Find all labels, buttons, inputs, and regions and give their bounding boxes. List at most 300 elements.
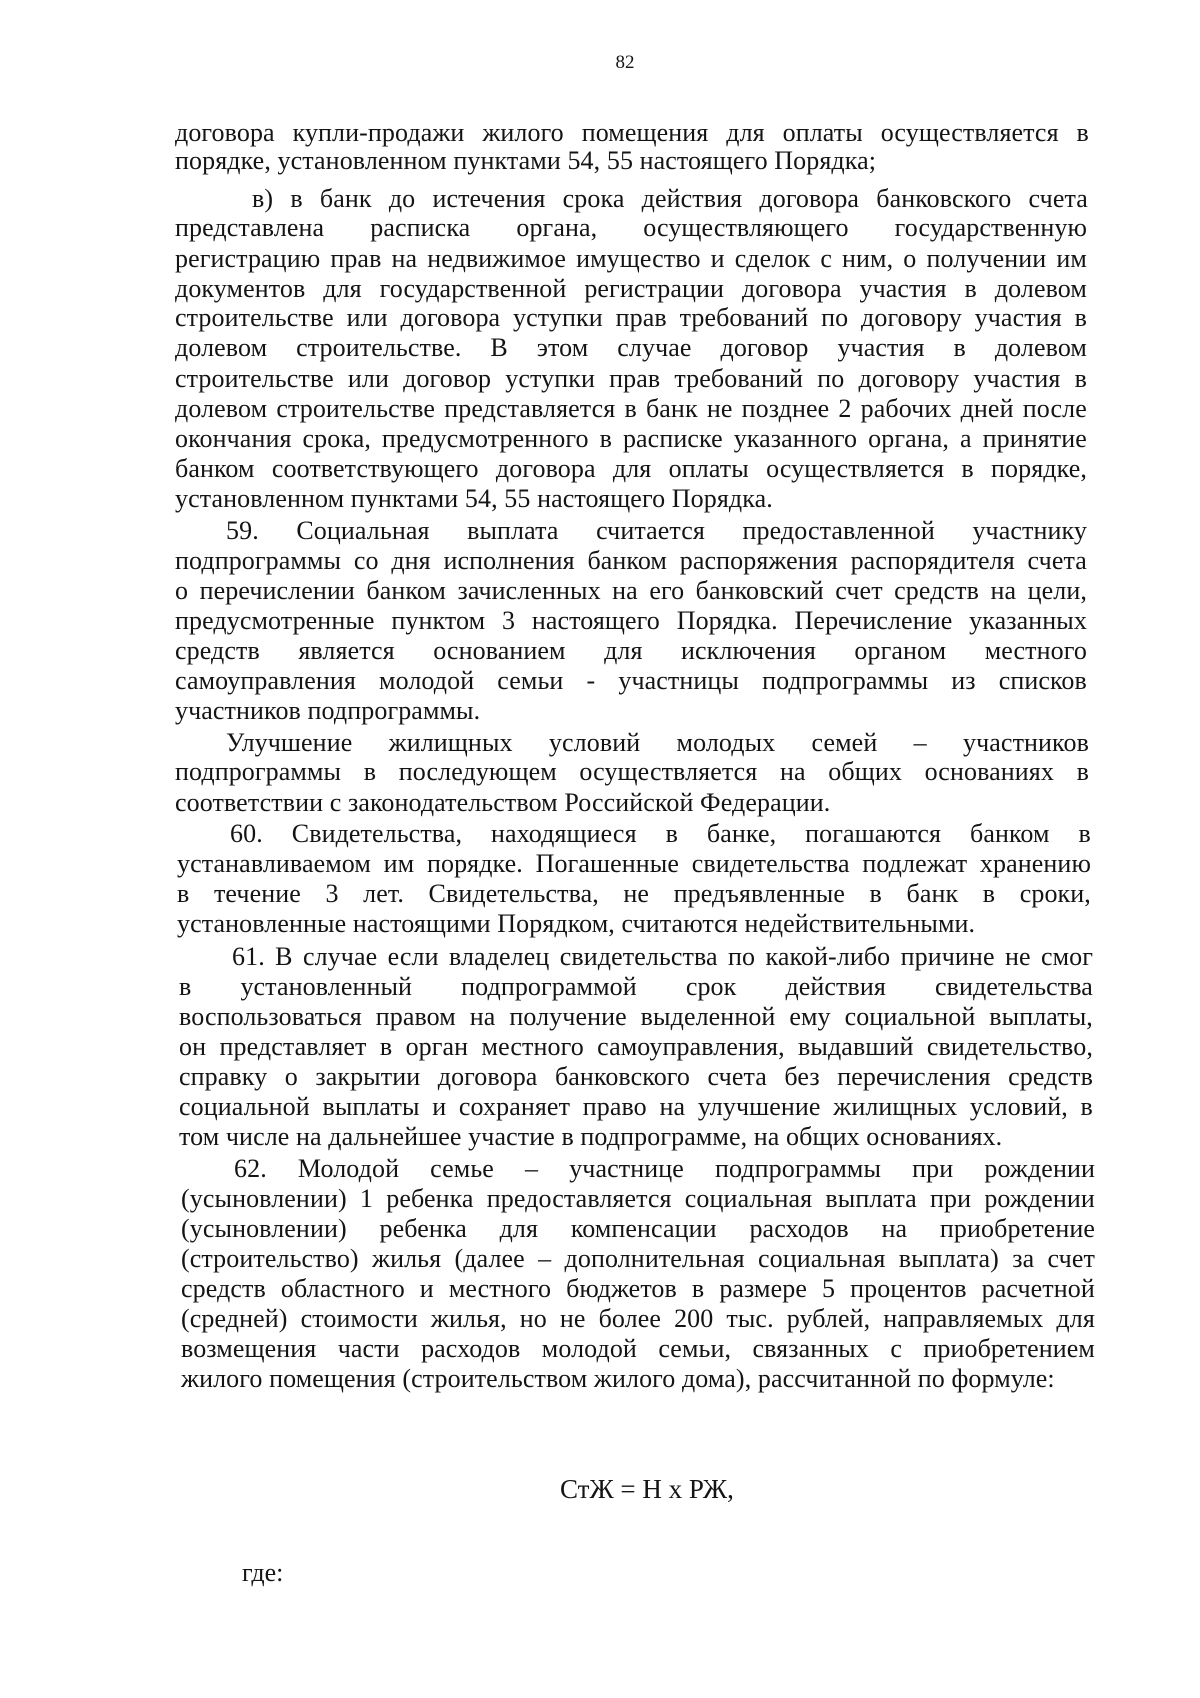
word: семей bbox=[811, 728, 878, 757]
word: срока bbox=[562, 184, 625, 213]
text-line: соответствии с законодательством Российской Федерации. bbox=[175, 788, 831, 817]
word: не bbox=[623, 879, 650, 908]
word: местного bbox=[984, 636, 1087, 665]
word: указанного bbox=[733, 424, 858, 453]
word: направляемых bbox=[883, 1304, 1044, 1333]
word: выдавший bbox=[798, 1032, 914, 1061]
word: распорядителя bbox=[850, 546, 1015, 575]
word: областного bbox=[280, 1274, 405, 1303]
word: сроки, bbox=[1019, 879, 1091, 908]
word: более bbox=[598, 1304, 662, 1333]
word: в bbox=[290, 184, 303, 213]
word: условий, bbox=[969, 1092, 1068, 1121]
text-line bbox=[175, 394, 1087, 424]
word: по bbox=[728, 942, 756, 971]
word: настоящего bbox=[531, 606, 660, 635]
word: воспользоваться bbox=[179, 1002, 362, 1031]
word: социальная bbox=[684, 1184, 813, 1213]
text-line bbox=[175, 546, 1087, 576]
word: на bbox=[659, 1092, 686, 1121]
word: смог bbox=[1040, 942, 1093, 971]
word: представляется bbox=[444, 394, 616, 423]
word: причине bbox=[900, 942, 995, 971]
text-line bbox=[226, 516, 1087, 546]
text-line bbox=[181, 1214, 1095, 1244]
word: свидетельства bbox=[691, 849, 850, 878]
word: получение bbox=[509, 1002, 627, 1031]
word: банком bbox=[587, 546, 667, 575]
word: средств bbox=[1008, 1062, 1093, 1091]
word: участия bbox=[973, 364, 1061, 393]
word: и bbox=[419, 1274, 434, 1303]
word: осуществляется bbox=[579, 757, 758, 786]
word: рублей, bbox=[786, 1304, 871, 1333]
word: документов bbox=[175, 274, 306, 303]
word: подлежат bbox=[862, 849, 968, 878]
word: 200 bbox=[674, 1304, 714, 1333]
word: выделенной bbox=[640, 1002, 776, 1031]
word: выплаты bbox=[322, 1092, 420, 1121]
text-line bbox=[232, 942, 1093, 972]
word: дня bbox=[391, 546, 431, 575]
text-line bbox=[179, 1062, 1093, 1092]
word: – bbox=[525, 1154, 539, 1183]
word: 3 bbox=[501, 606, 516, 635]
word: подпрограммой bbox=[461, 972, 637, 1001]
word: (средней) bbox=[181, 1304, 288, 1333]
word: свидетельства bbox=[559, 942, 718, 971]
word: какой-либо bbox=[765, 942, 891, 971]
text-line: порядке, установленном пунктами 54, 55 настоящего Порядка; bbox=[175, 146, 877, 175]
word: средств bbox=[894, 576, 980, 605]
text-line bbox=[175, 333, 1087, 363]
word: при bbox=[929, 1184, 972, 1213]
word: семье bbox=[430, 1154, 494, 1183]
word: в bbox=[953, 333, 966, 362]
text-line bbox=[226, 728, 1089, 758]
word: его bbox=[649, 576, 685, 605]
word: а bbox=[959, 424, 972, 453]
word: за bbox=[1012, 1244, 1035, 1273]
word: Свидетельства, bbox=[291, 819, 463, 848]
word: (усыновлении) bbox=[181, 1214, 347, 1243]
word: В bbox=[490, 333, 508, 362]
word: социальной bbox=[179, 1092, 310, 1121]
word: о bbox=[284, 1062, 298, 1091]
word: осуществляется bbox=[880, 118, 1059, 147]
word: участнице bbox=[569, 1154, 684, 1183]
word: участия bbox=[837, 333, 925, 362]
word: выплата bbox=[825, 1184, 917, 1213]
word: на bbox=[391, 244, 418, 273]
word: истечения bbox=[432, 184, 546, 213]
word: хранению bbox=[979, 849, 1091, 878]
word: 1 bbox=[359, 1184, 374, 1213]
word: с bbox=[890, 1334, 902, 1363]
word: рабочих bbox=[860, 394, 952, 423]
word: не bbox=[706, 394, 733, 423]
text-line: установленном пунктами 54, 55 настоящего Порядка. bbox=[175, 484, 773, 513]
word: банком bbox=[970, 819, 1050, 848]
word: жилого bbox=[482, 118, 564, 147]
text-line bbox=[181, 1184, 1095, 1214]
word: уступки bbox=[505, 364, 596, 393]
word: банковского bbox=[876, 184, 1012, 213]
word: компенсации bbox=[570, 1214, 717, 1243]
word: предоставленной bbox=[742, 516, 935, 545]
text-line bbox=[175, 213, 1087, 243]
word: улучшение bbox=[697, 1092, 821, 1121]
word: распоряжения bbox=[679, 546, 838, 575]
word: осуществляющего bbox=[643, 213, 849, 242]
word: в bbox=[177, 879, 190, 908]
word: самоуправления, bbox=[597, 1032, 785, 1061]
word: помещения bbox=[581, 118, 709, 147]
word: без bbox=[784, 1062, 820, 1091]
word: до bbox=[388, 184, 416, 213]
word: строительстве bbox=[175, 303, 334, 332]
word: в bbox=[964, 274, 977, 303]
word: регистрации bbox=[584, 274, 725, 303]
word: срок bbox=[685, 972, 737, 1001]
word: но bbox=[519, 1304, 547, 1333]
formula: СтЖ = Н х РЖ, bbox=[560, 1474, 734, 1504]
word: счет bbox=[835, 576, 883, 605]
word: банк bbox=[645, 394, 698, 423]
word: им bbox=[1056, 244, 1087, 273]
word: выплата) bbox=[898, 1244, 999, 1273]
word: строительстве bbox=[276, 394, 436, 423]
word: бюджетов bbox=[566, 1274, 677, 1303]
word: со bbox=[353, 546, 379, 575]
text-line bbox=[230, 819, 1091, 849]
word: цели, bbox=[1027, 576, 1087, 605]
text-line bbox=[177, 849, 1091, 879]
word: основаниях bbox=[924, 757, 1054, 786]
word: общих bbox=[828, 757, 902, 786]
word: при bbox=[912, 1154, 954, 1183]
word: не bbox=[559, 1304, 586, 1333]
word: недвижимое bbox=[427, 244, 566, 273]
word: случае bbox=[302, 942, 378, 971]
word: по bbox=[821, 303, 849, 332]
word: предусмотренные bbox=[175, 606, 375, 635]
word: местного bbox=[481, 1032, 584, 1061]
word: Молодой bbox=[297, 1154, 400, 1183]
word: жилья bbox=[372, 1244, 442, 1273]
word: на bbox=[469, 1002, 496, 1031]
word: договора bbox=[741, 274, 842, 303]
text-line bbox=[181, 1274, 1095, 1304]
word: срока, bbox=[302, 424, 371, 453]
word: в bbox=[1078, 819, 1091, 848]
word: в bbox=[1076, 118, 1089, 147]
word: (далее bbox=[454, 1244, 525, 1273]
word: долевом bbox=[175, 394, 268, 423]
word: местного bbox=[448, 1274, 552, 1303]
word: им bbox=[383, 849, 415, 878]
word: строительстве bbox=[175, 364, 334, 393]
word: 3 bbox=[325, 879, 339, 908]
word: прав bbox=[609, 364, 661, 393]
word: связанных bbox=[752, 1334, 869, 1363]
word: Перечисление bbox=[794, 606, 953, 635]
word: уступки bbox=[513, 303, 603, 332]
word: долевом bbox=[994, 274, 1087, 303]
word: в bbox=[379, 1032, 393, 1061]
word: договору bbox=[858, 364, 960, 393]
word: из bbox=[951, 666, 976, 695]
word: 2 bbox=[838, 394, 852, 423]
word: ему bbox=[789, 1002, 831, 1031]
word: государственную bbox=[894, 213, 1087, 242]
word: сделок bbox=[734, 244, 811, 273]
word: представляет bbox=[219, 1032, 367, 1061]
word: участников bbox=[963, 728, 1089, 757]
word: органом bbox=[854, 636, 947, 665]
word: орган bbox=[405, 1032, 469, 1061]
word: в bbox=[1080, 1092, 1093, 1121]
word: порядке, bbox=[991, 454, 1087, 483]
word: он bbox=[179, 1032, 207, 1061]
word: требований bbox=[674, 364, 804, 393]
word: требований bbox=[679, 303, 809, 332]
word: возмещения bbox=[181, 1334, 317, 1363]
word: действия bbox=[785, 972, 886, 1001]
word: исполнения bbox=[443, 546, 575, 575]
word: закрытии bbox=[315, 1062, 421, 1091]
word: органа, bbox=[868, 424, 949, 453]
word: участнику bbox=[972, 516, 1087, 545]
word: приобретением bbox=[923, 1334, 1095, 1363]
word: правом bbox=[375, 1002, 456, 1031]
word: – bbox=[538, 1244, 552, 1273]
word: установленный bbox=[240, 972, 413, 1001]
text-line bbox=[175, 454, 1087, 484]
word: договора bbox=[175, 118, 275, 147]
word: последующем bbox=[398, 757, 557, 786]
word: течение bbox=[213, 879, 301, 908]
text-line bbox=[177, 879, 1091, 909]
word: для bbox=[1056, 1304, 1095, 1333]
word: банком bbox=[175, 454, 255, 483]
word: устанавливаемом bbox=[177, 849, 371, 878]
word: в bbox=[624, 394, 637, 423]
word: семьи, bbox=[658, 1334, 732, 1363]
word: предоставляется bbox=[486, 1184, 672, 1213]
word: молодой bbox=[379, 666, 475, 695]
word: оплаты bbox=[782, 118, 863, 147]
word: в bbox=[665, 819, 678, 848]
word: долевом bbox=[994, 333, 1087, 362]
word: оплаты bbox=[668, 454, 749, 483]
text-line: жилого помещения (строительством жилого дома), рассчитанной по формуле: bbox=[181, 1364, 1055, 1393]
word: стоимости bbox=[300, 1304, 418, 1333]
text-line bbox=[175, 666, 1087, 696]
word: банке, bbox=[706, 819, 777, 848]
word: пунктом bbox=[391, 606, 486, 635]
word: органа, bbox=[516, 213, 598, 242]
page-number: 82 bbox=[615, 52, 635, 73]
word: договора bbox=[400, 303, 501, 332]
word: находящиеся bbox=[491, 819, 637, 848]
word: позднее bbox=[741, 394, 830, 423]
word: Социальная bbox=[296, 516, 430, 545]
word: прав bbox=[330, 244, 382, 273]
word: или bbox=[346, 303, 388, 332]
word: о bbox=[903, 244, 917, 273]
word: зачисленных bbox=[457, 576, 601, 605]
word: перечислении bbox=[199, 576, 355, 605]
word: (строительство) bbox=[181, 1244, 359, 1273]
word: приобретение bbox=[939, 1214, 1095, 1243]
word: свидетельство, bbox=[926, 1032, 1093, 1061]
word: договор bbox=[403, 364, 492, 393]
word: свидетельства bbox=[935, 972, 1093, 1001]
text-line bbox=[179, 1092, 1093, 1122]
text-line bbox=[179, 1032, 1093, 1062]
word: договору bbox=[861, 303, 962, 332]
word: о bbox=[175, 576, 189, 605]
word: владелец bbox=[448, 942, 550, 971]
word: для bbox=[323, 274, 362, 303]
word: основанием bbox=[433, 636, 566, 665]
text-line bbox=[175, 244, 1087, 274]
word: в) bbox=[252, 184, 274, 213]
word: сохраняет bbox=[458, 1092, 571, 1121]
word: купли-продажи bbox=[292, 118, 465, 147]
word: Свидетельства, bbox=[428, 879, 599, 908]
word: в bbox=[691, 1274, 705, 1303]
word: после bbox=[1022, 394, 1087, 423]
word: по bbox=[817, 364, 845, 393]
word: расчетной bbox=[981, 1274, 1095, 1303]
word: размере bbox=[719, 1274, 807, 1303]
text-line bbox=[175, 118, 1089, 148]
word: для bbox=[604, 636, 643, 665]
text-line bbox=[175, 757, 1089, 787]
word: договора bbox=[437, 1062, 538, 1091]
text-line bbox=[175, 274, 1087, 304]
word: если bbox=[387, 942, 439, 971]
word: жилищных bbox=[388, 728, 513, 757]
word: регистрацию bbox=[175, 244, 321, 273]
word: строительстве. bbox=[296, 333, 462, 362]
word: расходов bbox=[421, 1334, 521, 1363]
text-line bbox=[179, 1002, 1093, 1032]
word: самоуправления bbox=[175, 666, 356, 695]
word: участницы bbox=[618, 666, 739, 695]
word: выплаты, bbox=[989, 1002, 1093, 1031]
word: на bbox=[990, 576, 1017, 605]
text-line bbox=[175, 576, 1087, 606]
word: предъявленные bbox=[673, 879, 845, 908]
word: или bbox=[347, 364, 389, 393]
word: участия bbox=[974, 303, 1062, 332]
word: для bbox=[612, 454, 652, 483]
word: Улучшение bbox=[226, 728, 353, 757]
word: выплата bbox=[467, 516, 559, 545]
word: тыс. bbox=[726, 1304, 774, 1333]
word: и bbox=[710, 244, 725, 273]
text-line: участников подпрограммы. bbox=[175, 696, 481, 725]
word: семьи bbox=[497, 666, 564, 695]
word: участия bbox=[859, 274, 947, 303]
word: - bbox=[586, 666, 596, 695]
word: право bbox=[582, 1092, 647, 1121]
text-line bbox=[175, 636, 1087, 666]
word: Погашенные bbox=[535, 849, 679, 878]
word: в bbox=[869, 879, 882, 908]
text-line bbox=[234, 1154, 1095, 1184]
word: прав bbox=[615, 303, 667, 332]
text-line bbox=[179, 972, 1093, 1002]
word: представлена bbox=[175, 213, 325, 242]
word: счета bbox=[1027, 546, 1087, 575]
word: средств bbox=[175, 636, 260, 665]
word: в bbox=[1074, 364, 1087, 393]
word: списков bbox=[998, 666, 1087, 695]
word: подпрограммы bbox=[714, 1154, 882, 1183]
word: социальной bbox=[844, 1002, 976, 1031]
word: в bbox=[961, 454, 974, 483]
word: средств bbox=[181, 1274, 266, 1303]
text-line: том числе на дальнейшее участие в подпрограмме, на общих основаниях. bbox=[179, 1122, 1003, 1151]
text-line bbox=[252, 184, 1088, 214]
word: порядке. bbox=[426, 849, 523, 878]
text-line bbox=[181, 1304, 1095, 1334]
word: – bbox=[913, 728, 927, 757]
word: части bbox=[337, 1334, 400, 1363]
word: банк bbox=[906, 879, 959, 908]
word: указанных bbox=[969, 606, 1087, 635]
word: в bbox=[363, 757, 377, 786]
word: для bbox=[499, 1214, 539, 1243]
word: В bbox=[275, 942, 293, 971]
word: расписке bbox=[622, 424, 723, 453]
word: молодых bbox=[676, 728, 776, 757]
word: 59. bbox=[226, 516, 259, 545]
word: счет bbox=[1047, 1244, 1095, 1273]
word: в bbox=[982, 879, 996, 908]
word: в bbox=[599, 424, 612, 453]
text-line bbox=[175, 424, 1087, 454]
word: случае bbox=[617, 333, 692, 362]
word: на bbox=[779, 757, 806, 786]
where-label: где: bbox=[242, 1558, 284, 1587]
text-line bbox=[181, 1244, 1095, 1274]
word: считается bbox=[596, 516, 705, 545]
word: лет. bbox=[363, 879, 404, 908]
word: расписка bbox=[370, 213, 471, 242]
word: долевом bbox=[175, 333, 268, 362]
word: молодой bbox=[541, 1334, 637, 1363]
word: действия bbox=[641, 184, 743, 213]
word: (усыновлении) bbox=[181, 1184, 347, 1213]
word: перечисления bbox=[837, 1062, 991, 1091]
word: исключения bbox=[681, 636, 816, 665]
word: дней bbox=[960, 394, 1014, 423]
word: справку bbox=[179, 1062, 268, 1091]
word: 62. bbox=[234, 1154, 267, 1183]
word: банком bbox=[366, 576, 446, 605]
word: в bbox=[1074, 303, 1087, 332]
word: социальная bbox=[758, 1244, 886, 1273]
word: жилищных bbox=[833, 1092, 958, 1121]
word: государственной bbox=[379, 274, 567, 303]
text-line bbox=[181, 1334, 1095, 1364]
word: на bbox=[881, 1214, 908, 1243]
